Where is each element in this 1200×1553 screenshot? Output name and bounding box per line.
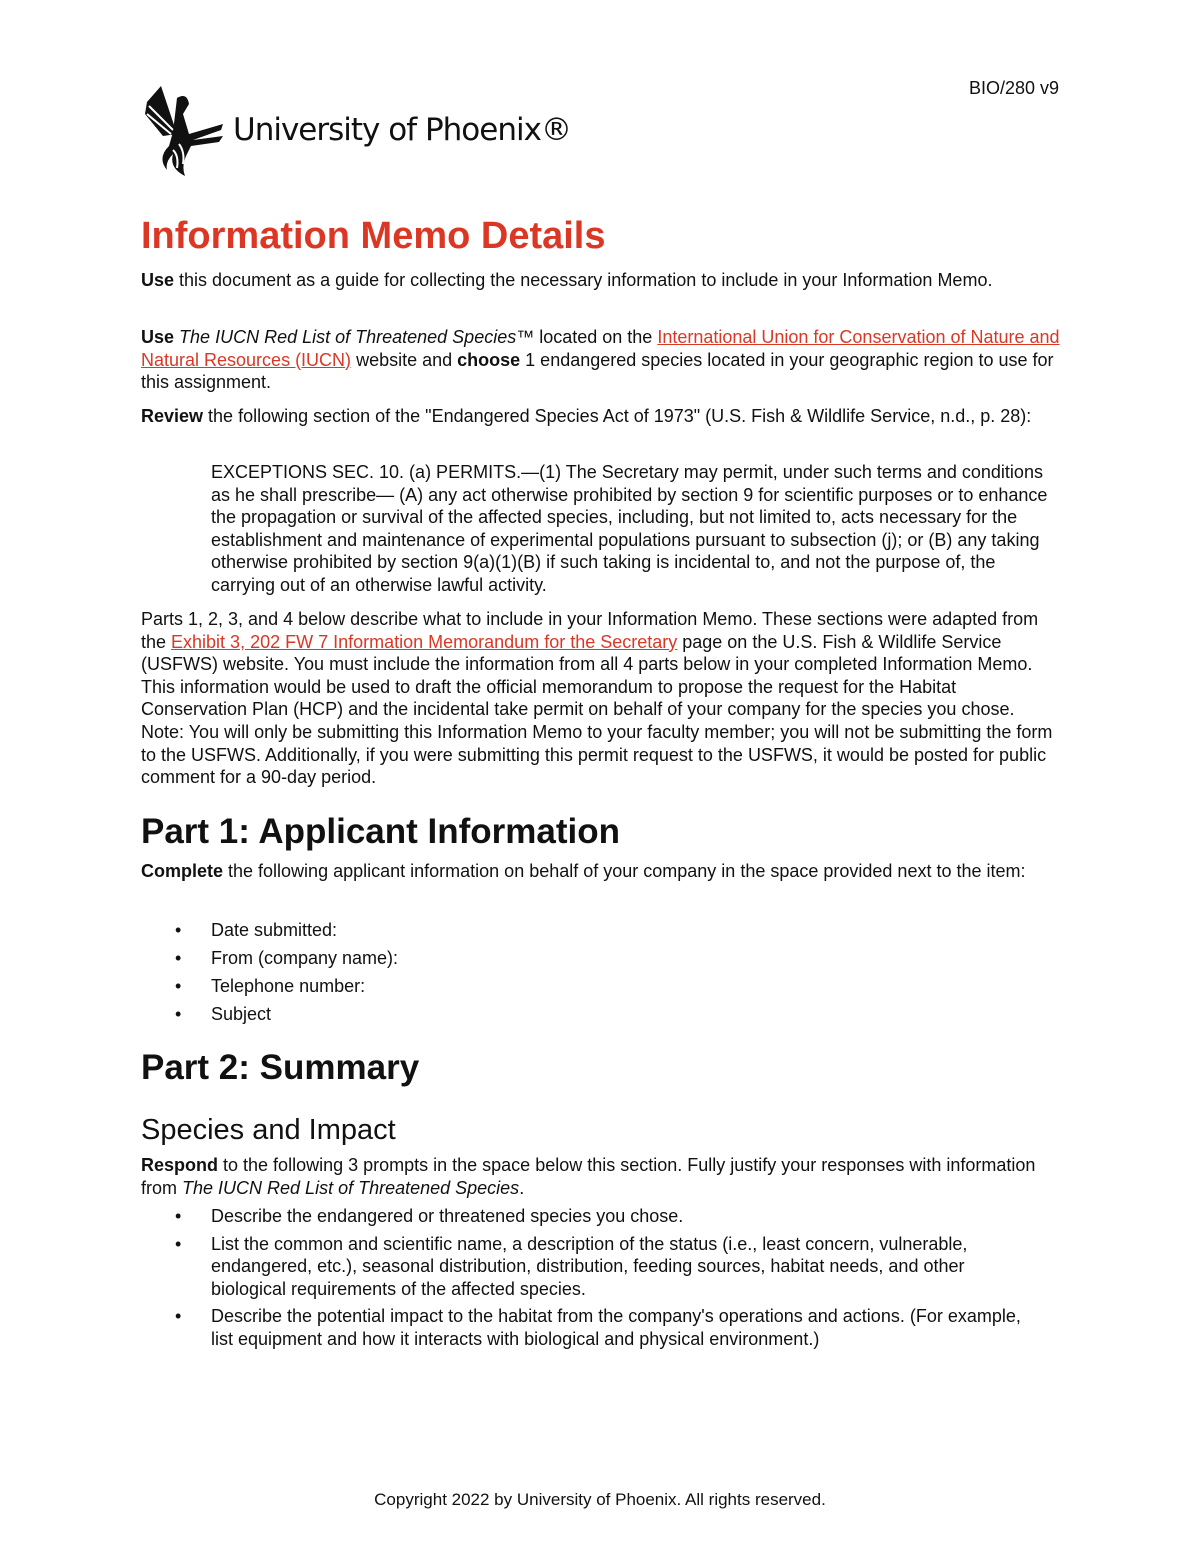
exhibit-link[interactable]: Exhibit 3, 202 FW 7 Information Memorandum for the Secretary bbox=[171, 631, 678, 652]
course-code: BIO/280 v9 bbox=[968, 78, 1059, 98]
text: the following applicant information on behalf of your company in the space provided next to the item: bbox=[223, 861, 1026, 881]
text: the following section of the "Endangered Species Act of 1973" (U.S. Fish & Wildlife Service, n.d., p. 28): bbox=[203, 406, 1032, 426]
bold-verb: Review bbox=[141, 406, 204, 426]
text: page on the U.S. Fish & Wildlife Service (USFWS) website. You must include the information from all 4 parts below in your completed Information Memo. This information would be used to draft the official memorandum to propose the request for the Habitat Conservation Plan (HCP) and the incidental take permit on behalf of your company for the species you chose. Note: You will only be submitting this Information Memo to your faculty member; you will not be submitting the form to the USFWS. Additionally, if you were submitting this permit request to the USFWS, it would be posted for public comment for a 90-day period. bbox=[141, 631, 1053, 788]
bullet-icon: • bbox=[175, 1004, 182, 1024]
species-impact-heading: Species and Impact bbox=[141, 1114, 396, 1146]
text: this document as a guide for collecting the necessary information to include in your Information Memo. bbox=[174, 270, 993, 290]
text: Parts 1, 2, 3, and 4 below describe what to include in your Information Memo. These sections were adapted from the bbox=[141, 609, 1039, 652]
item-text: Describe the potential impact to the habitat from the company's operations and actions. (For example, list equipment and how it interacts with biological and physical environment.) bbox=[211, 1306, 1021, 1349]
bullet-icon: • bbox=[175, 948, 182, 968]
item-text: Date submitted: bbox=[211, 920, 338, 940]
part1-intro bbox=[141, 860, 1061, 883]
text: website and bbox=[351, 349, 458, 370]
list-item bbox=[141, 944, 1061, 972]
bold-verb: Respond bbox=[141, 1155, 219, 1175]
list-item bbox=[141, 916, 1061, 944]
bullet-icon: • bbox=[175, 920, 182, 940]
italic-title: The IUCN Red List of Threatened Species bbox=[182, 1177, 520, 1198]
list-item bbox=[141, 972, 1061, 1000]
intro-paragraph-2 bbox=[141, 326, 1061, 394]
text: located on the bbox=[534, 327, 658, 347]
list-item bbox=[141, 1000, 1061, 1028]
bullet-icon: • bbox=[175, 1206, 182, 1226]
item-text: Describe the endangered or threatened species you chose. bbox=[211, 1206, 684, 1226]
part2-heading: Part 2: Summary bbox=[141, 1048, 420, 1087]
bullet-icon: • bbox=[175, 976, 182, 996]
part2-list bbox=[141, 1205, 1041, 1351]
page-title: Information Memo Details bbox=[141, 215, 606, 257]
bold-verb: choose bbox=[457, 349, 521, 370]
intro-paragraph-4 bbox=[141, 608, 1061, 789]
bold-verb: Use bbox=[141, 270, 175, 290]
italic-title: The IUCN Red List of Threatened Species™ bbox=[179, 327, 535, 347]
intro-paragraph-1 bbox=[141, 269, 1061, 292]
list-item bbox=[141, 1233, 1041, 1301]
university-logo bbox=[143, 84, 571, 176]
item-text: From (company name): bbox=[211, 948, 399, 968]
list-item bbox=[141, 1205, 1041, 1228]
bold-verb: Use bbox=[141, 327, 175, 347]
text: 1 endangered species located in your geographic region to use for this assignment. bbox=[141, 349, 1054, 393]
copyright-footer: Copyright 2022 by University of Phoenix. All rights reserved. bbox=[374, 1490, 826, 1509]
item-text: List the common and scientific name, a description of the status (i.e., least concern, vulnerable, endangered, etc.), seasonal distribution, distribution, feeding sources, habitat needs, and other biological requirements of the affected species. bbox=[211, 1233, 968, 1299]
list-item bbox=[141, 1305, 1041, 1350]
text: . bbox=[519, 1177, 525, 1198]
logo-text: University of Phoenix® bbox=[233, 111, 571, 148]
bold-verb: Complete bbox=[141, 861, 224, 881]
part2-intro bbox=[141, 1154, 1061, 1199]
block-quote: EXCEPTIONS SEC. 10. (a) PERMITS.—(1) The Secretary may permit, under such terms and conditions as he shall prescribe— (A) any act otherwise prohibited by section 9 for scientific purposes or to enhance the propagation or survival of the affected species, including, but not limited to, acts necessary for the establishment and maintenance of experimental populations pursuant to subsection (j); or (B) any taking otherwise prohibited by section 9(a)(1)(B) if such taking is incidental to, and not the purpose of, the carrying out of an otherwise lawful activity. bbox=[211, 462, 1048, 595]
phoenix-bird-icon bbox=[143, 84, 225, 176]
bullet-icon: • bbox=[175, 1306, 182, 1327]
item-text: Subject bbox=[211, 1004, 272, 1024]
iucn-link[interactable]: International Union for Conservation of Nature and Natural Resources (IUCN) bbox=[141, 327, 1060, 370]
part1-heading: Part 1: Applicant Information bbox=[141, 812, 621, 851]
item-text: Telephone number: bbox=[211, 976, 366, 996]
intro-paragraph-3 bbox=[141, 405, 1061, 428]
part1-list bbox=[141, 916, 1061, 1028]
text: to the following 3 prompts in the space below this section. Fully justify your responses with information from bbox=[141, 1155, 1036, 1198]
bullet-icon: • bbox=[175, 1233, 182, 1254]
